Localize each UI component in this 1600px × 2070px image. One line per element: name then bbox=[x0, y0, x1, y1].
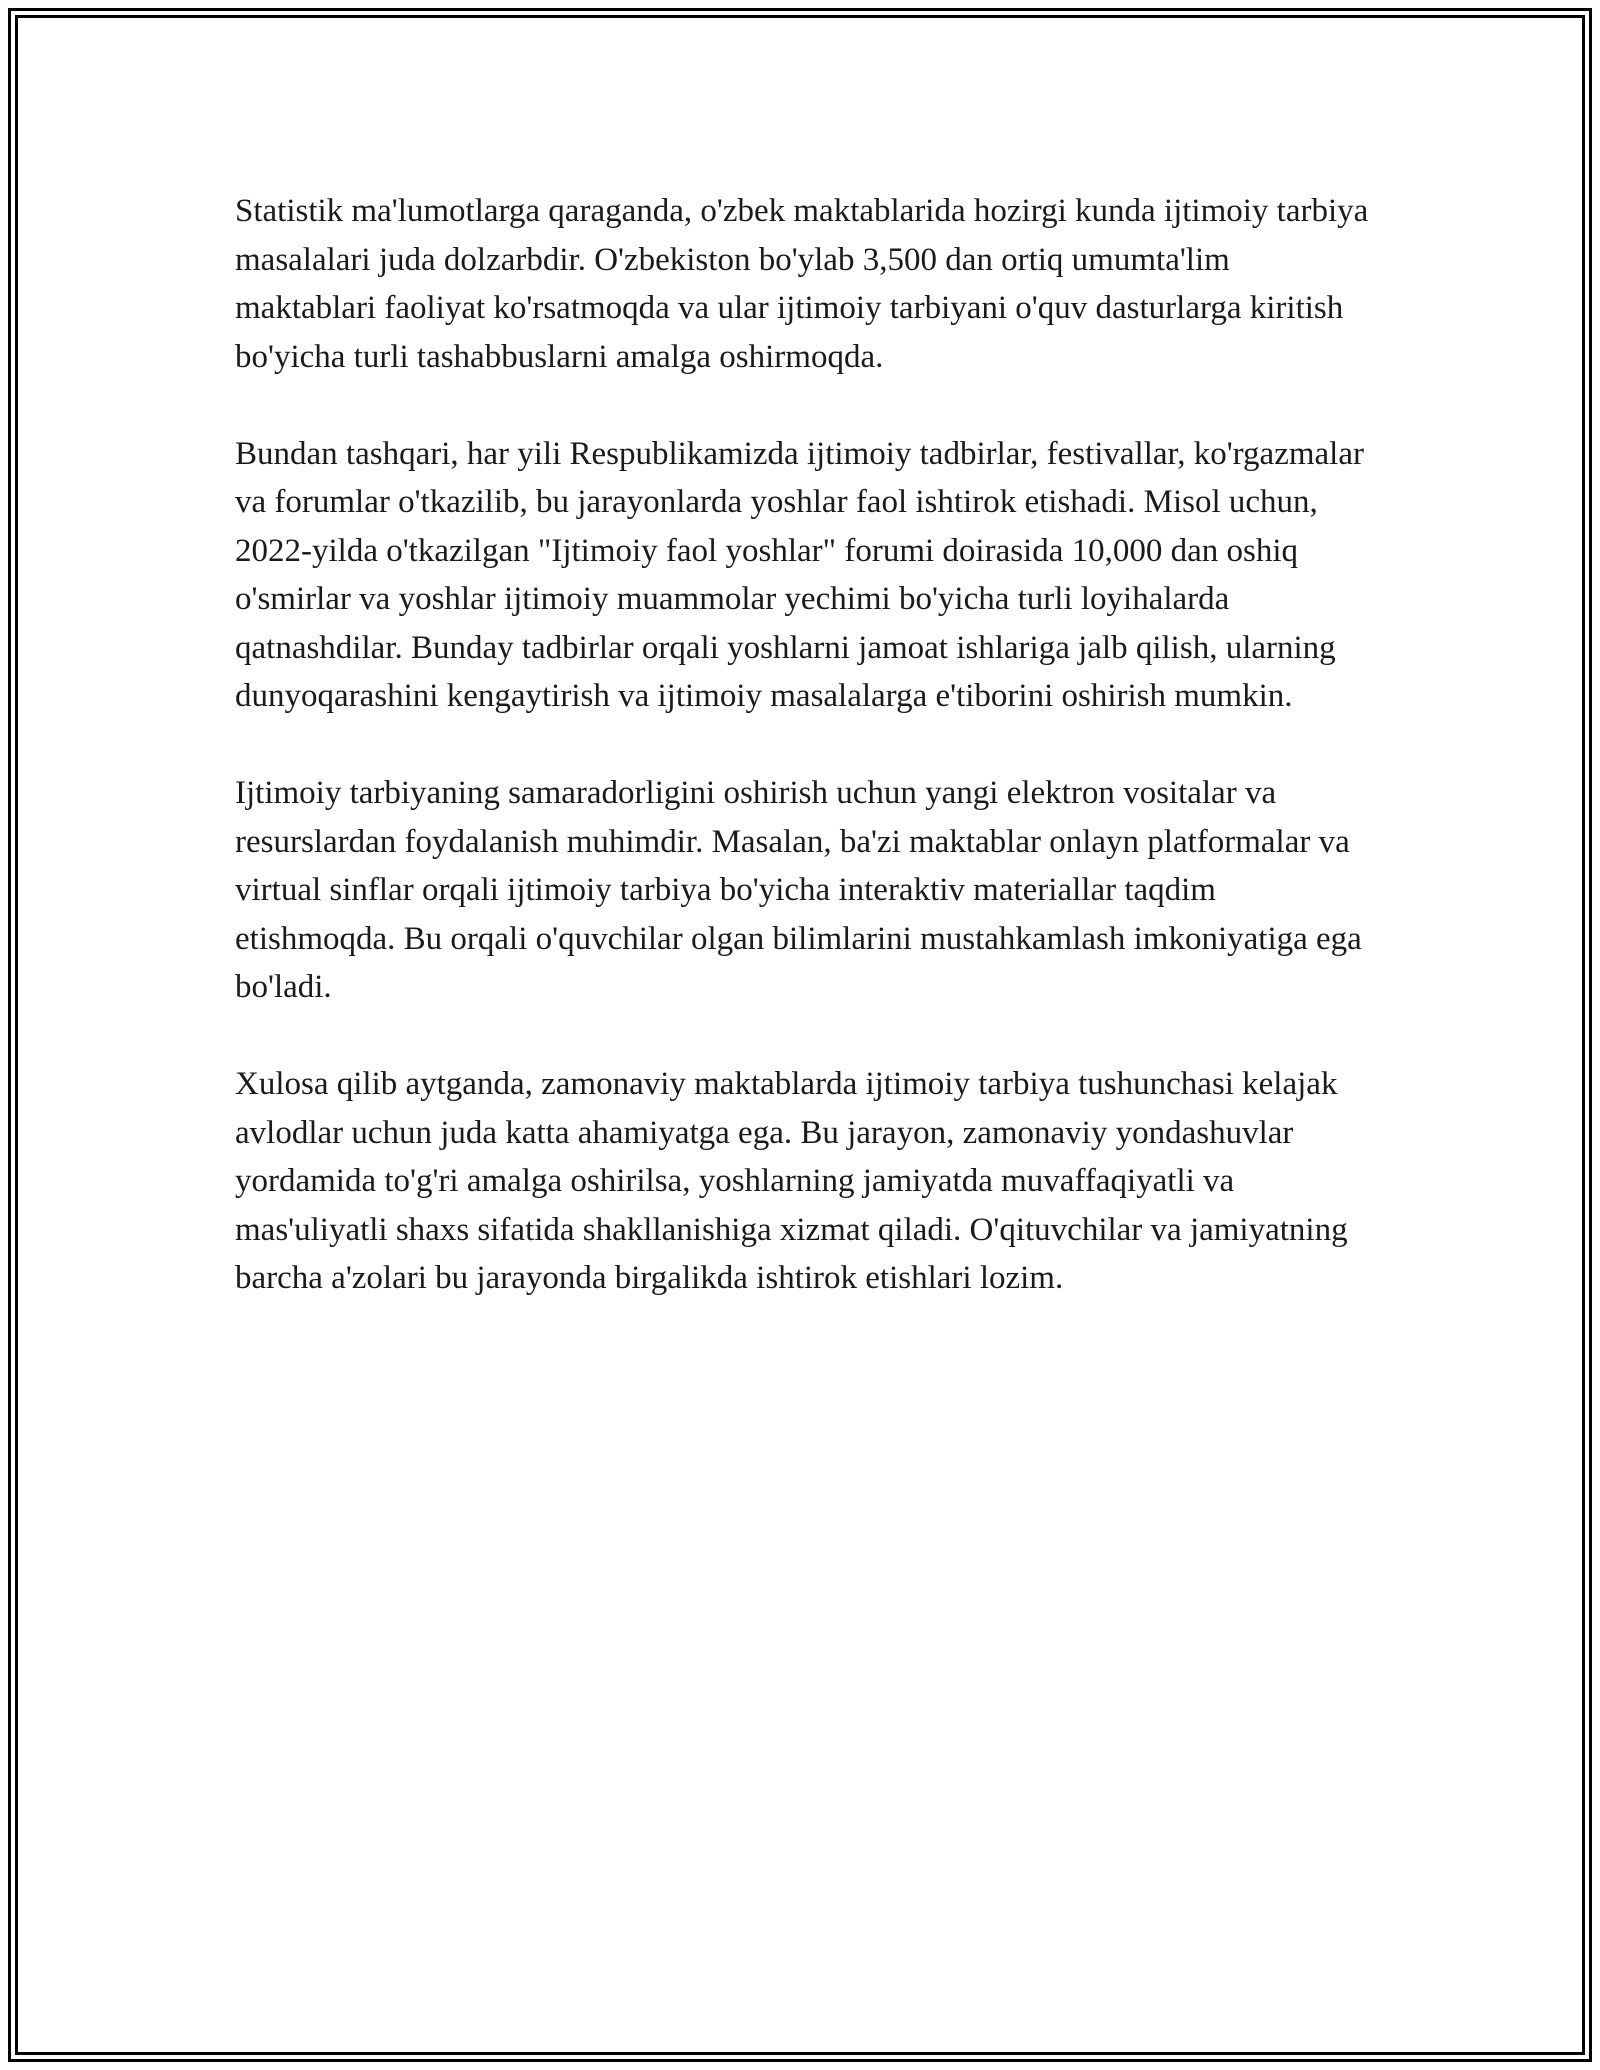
paragraph-electronic-tools: Ijtimoiy tarbiyaning samaradorligini oshirish uchun yangi elektron vositalar va resurslardan foydalanish muhimdir. Masalan, ba'zi maktablar onlayn platformalar va virtual sinflar orqali ijtimoiy tarbiya bo'yicha interaktiv materiallar taqdim etishmoqda. Bu orqali o'quvchilar olgan bilimlarini mustahkamlash imkoniyatiga ega bo'ladi. bbox=[235, 775, 1362, 1005]
paragraph-events: Bundan tashqari, har yili Respublikamizda ijtimoiy tadbirlar, festivallar, ko'rgazmalar va forumlar o'tkazilib, bu jarayonlarda yoshlar faol ishtirok etishadi. Misol uchun, 2022-yilda o'tkazilgan "Ijtimoiy faol yoshlar" forumi doirasida 10,000 dan oshiq o'smirlar va yoshlar ijtimoiy muammolar yechimi bo'yicha turli loyihalarda qatnashdilar. Bunday tadbirlar orqali yoshlarni jamoat ishlariga jalb qilish, ularning dunyoqarashini kengaytirish va ijtimoiy masalalarga e'tiborini oshirish mumkin. bbox=[235, 435, 1364, 714]
paragraph-statistics: Statistik ma'lumotlarga qaraganda, o'zbek maktablarida hozirgi kunda ijtimoiy tarbiya masalalari juda dolzarbdir. O'zbekiston bo'ylab 3,500 dan ortiq umumta'lim maktablari faoliyat ko'rsatmoqda va ular ijtimoiy tarbiyani o'quv dasturlarga kiritish bo'yicha turli tashabbuslarni amalga oshirmoqda. bbox=[235, 193, 1369, 375]
document-body bbox=[235, 187, 1370, 1351]
paragraph-conclusion: Xulosa qilib aytganda, zamonaviy maktablarda ijtimoiy tarbiya tushunchasi kelajak avlodlar uchun juda katta ahamiyatga ega. Bu jarayon, zamonaviy yondashuvlar yordamida to'g'ri amalga oshirilsa, yoshlarning jamiyatda muvaffaqiyatli va mas'uliyatli shaxs sifatida shakllanishiga xizmat qiladi. O'qituvchilar va jamiyatning barcha a'zolari bu jarayonda birgalikda ishtirok etishlari lozim. bbox=[235, 1066, 1348, 1296]
